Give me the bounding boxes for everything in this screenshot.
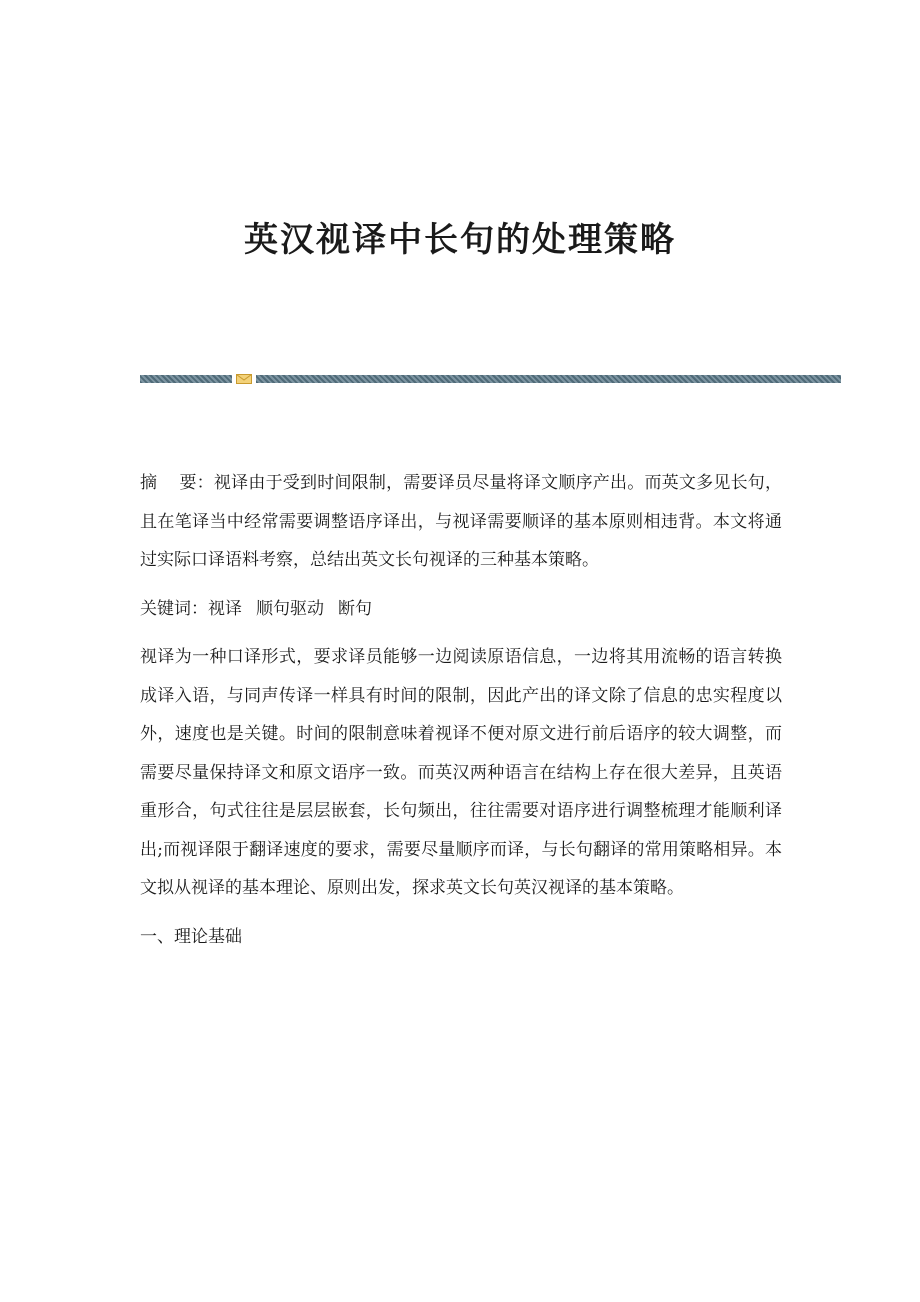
keyword-item: 顺句驱动 bbox=[256, 598, 324, 619]
divider-bar-left bbox=[140, 375, 232, 383]
body-paragraph: 视译为一种口译形式，要求译员能够一边阅读原语信息，一边将其用流畅的语言转换成译入语，与同声传译一样具有时间的限制，因此产出的译文除了信息的忠实程度以外，速度也是关键。时间的限制意味着视译不便对原文进行前后语序的较大调整，而需要尽量保持译文和原文语序一致。而英汉两种语言在结构上存在很大差异，且英语重形合，句式往往是层层嵌套，长句频出，往往需要对语序进行调整梳理才能顺利译出;而视译限于翻译速度的要求，需要尽量顺序而译，与长句翻译的常用策略相异。本文拟从视译的基本理论、原则出发，探求英文长句英汉视译的基本策略。 bbox=[140, 647, 782, 898]
divider-bar-right bbox=[256, 375, 841, 383]
envelope-icon bbox=[236, 374, 252, 384]
keywords-paragraph bbox=[140, 590, 782, 629]
keywords-label: 关键词： bbox=[140, 598, 208, 619]
section-heading: 一、理论基础 bbox=[140, 926, 242, 947]
abstract-text: 视译由于受到时间限制，需要译员尽量将译文顺序产出。而英文多见长句，且在笔译当中经常需要调整语序译出，与视译需要顺译的基本原则相违背。本文将通过实际口译语料考察，总结出英文长句视译的三种基本策略。 bbox=[140, 473, 783, 570]
abstract-label-part-1: 摘 bbox=[140, 473, 158, 493]
keyword-item: 视译 bbox=[208, 598, 242, 619]
document-body bbox=[140, 464, 782, 966]
keyword-item: 断句 bbox=[338, 598, 372, 619]
abstract-paragraph bbox=[140, 464, 782, 580]
abstract-label-part-2: 要： bbox=[179, 473, 214, 493]
title-divider bbox=[140, 374, 841, 384]
document-title: 英汉视译中长句的处理策略 bbox=[244, 220, 676, 260]
